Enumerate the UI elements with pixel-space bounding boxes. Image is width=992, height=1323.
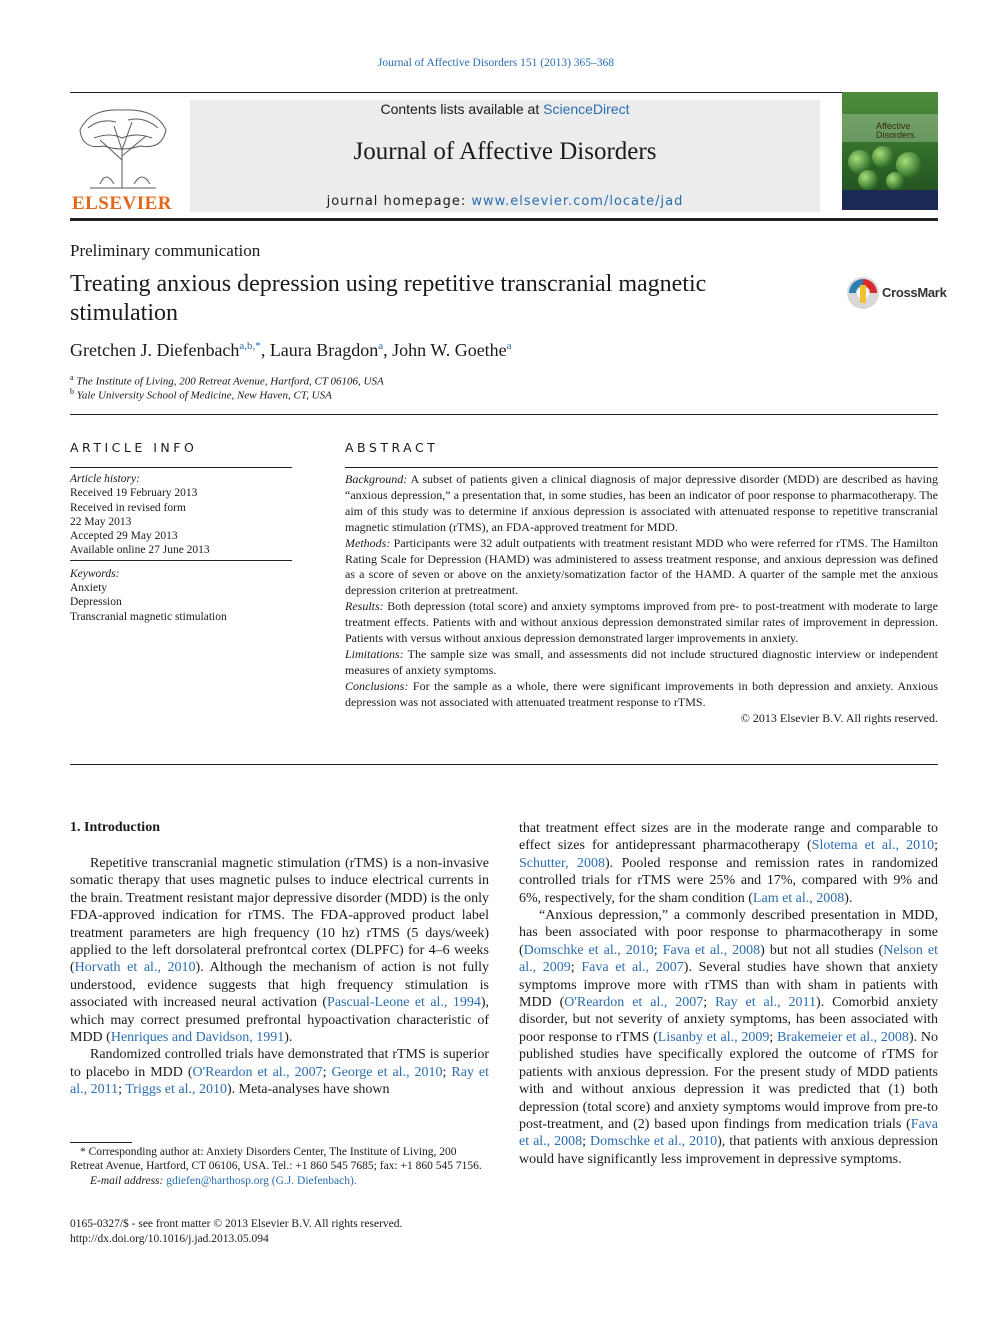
cover-sphere xyxy=(872,146,894,168)
section-heading: 1. Introduction xyxy=(70,820,160,835)
abstract-text: Participants were 32 adult outpatients with treatment resistant MDD who were referred for rTMS. The Hamilton Rating Scale for Depression (HAMD) was administered to assess treatment response, and anxious depression was defined as a score of seven or above on the anxiety/somatization factor of the HAMD. A quarter of the sample met the anxious depression criterion at pretreatment. xyxy=(345,535,939,598)
doi-link[interactable]: http://dx.doi.org/10.1016/j.jad.2013.05.094 xyxy=(70,1233,269,1245)
keywords-label: Keywords: xyxy=(70,567,120,580)
elsevier-wordmark: ELSEVIER xyxy=(71,193,173,214)
email-line xyxy=(70,1174,490,1188)
journal-homepage xyxy=(190,194,820,209)
header-rule xyxy=(70,92,938,93)
affiliation-text: The Institute of Living, 200 Retreat Avenue, Hartford, CT 06106, USA xyxy=(76,375,384,388)
citation-link[interactable]: Nelson et al., 2009 xyxy=(519,942,938,976)
citation-link[interactable]: Triggs et al., 2010 xyxy=(125,1082,228,1098)
abstract-text: Both depression (total score) and anxiety symptoms improved from pre- to post-treatment with moderate to large treatment effects. Patients with and without anxious depression demonstrated similar rates of improvement in depression. Patients with versus without anxious depression demonstrated larger improvements in anxiety. xyxy=(345,599,938,646)
article-type: Preliminary communication xyxy=(70,241,261,260)
cover-footer xyxy=(842,190,938,210)
keyword: Transcranial magnetic stimulation xyxy=(70,610,227,623)
abstract-section xyxy=(345,647,938,679)
affiliation-sup: a xyxy=(70,373,74,382)
author-list: Gretchen J. Diefenbach$^{a,b,*}$, Laura Bragdon$^a$, John W. Goethe$^a$ xyxy=(70,340,512,360)
abstract-label: Results: xyxy=(345,599,384,614)
citation-link[interactable]: Pascual-Leone et al., 1994 xyxy=(327,995,481,1011)
citation-link[interactable]: Horvath et al., 2010 xyxy=(74,960,196,976)
citation-link[interactable]: Brakemeier et al., 2008 xyxy=(777,1029,909,1045)
author-name[interactable]: Gretchen J. Diefenbach xyxy=(70,340,240,360)
history-item: Received 19 February 2013 xyxy=(70,487,198,500)
crossmark-label: CrossMark xyxy=(882,285,947,300)
keyword: Depression xyxy=(70,596,122,609)
homepage-link[interactable]: www.elsevier.com/locate/jad xyxy=(471,194,684,209)
abstract-copyright: © 2013 Elsevier B.V. All rights reserved. xyxy=(740,710,938,725)
citation-link[interactable]: Ray et al., 2011 xyxy=(715,995,817,1011)
abstract-section xyxy=(345,599,938,647)
email-link[interactable]: gdiefen@harthosp.org (G.J. Diefenbach). xyxy=(166,1174,357,1187)
citation-link[interactable]: Lam et al., 2008 xyxy=(752,890,845,906)
affiliation-sup: b xyxy=(70,387,74,396)
citation-link[interactable]: Fava et al., 2007 xyxy=(581,960,684,976)
citation-link[interactable]: Domschke et al., 2010 xyxy=(523,942,654,958)
citation-link[interactable]: O'Reardon et al., 2007 xyxy=(192,1064,323,1080)
author-sup[interactable]: a,b,* xyxy=(239,340,261,352)
citation-link[interactable]: Fava et al., 2008 xyxy=(519,1116,938,1150)
citation-link[interactable]: Schutter, 2008 xyxy=(519,855,606,871)
abstract-label: Conclusions: xyxy=(345,678,409,693)
journal-cover-image xyxy=(842,92,938,210)
paragraph: Repetitive transcranial magnetic stimulation (rTMS) is a non-invasive somatic therapy that uses magnetic pulses to induce electrical currents in the brain. Treatment resistant major depressive disorder (MDD) is the only FDA-approved indication for rTMS. The FDA-approved product label treatment parameters are high frequency (10 hz) rTMS (5 days/week) applied to the left dorsolateral prefrontcal cortex (DLPFC) for 4–6 weeks (Horvath et al., 2010). Although the mechanism of action is not fully understood, evidence suggests that high frequency stimulation is associated with increased neural activation (Pascual-Leone et al., 1994), which may correct presumed prefrontal hypoactivation characteristic of MDD (Henriques and Davidson, 1991). xyxy=(70,856,489,1046)
crossmark-badge[interactable] xyxy=(846,276,947,310)
citation-link[interactable]: Henriques and Davidson, 1991 xyxy=(110,1030,285,1046)
author-sup[interactable]: a xyxy=(506,340,512,352)
contents-prefix: Contents lists available at xyxy=(380,101,544,117)
history-rule xyxy=(70,560,292,561)
masthead-bottom-rule xyxy=(70,218,938,221)
citation-link[interactable]: O'Reardon et al., 2007 xyxy=(564,995,704,1011)
abstract-label: Methods: xyxy=(345,535,391,550)
article-info-rule xyxy=(70,467,292,468)
history-label: Article history: xyxy=(70,473,140,485)
footnote-rule xyxy=(70,1142,132,1143)
paragraph: “Anxious depression,” a commonly described presentation in MDD, has been associated with poor response to pharmacotherapy in some (Domschke et al., 2010; Fava et al., 2008) but not all studies (Nelson et al., 2009; Fava et al., 2007). Several studies have shown that anxiety symptoms improve more with rTMS than with sham in patients with MDD (O'Reardon et al., 2007; Ray et al., 2011). Comorbid anxiety disorder, but not severity of anxiety symptoms, has been associated with poor response to rTMS (Lisanby et al., 2009; Brakemeier et al., 2008). No published studies have specifically explored the outcome of rTMS for patients with anxious depression. For the present study of MDD patients with and without anxious depression it was predicted that (1) both depression (total score) and anxiety symptoms would improve from pre-to post-treatment, and (2) based upon findings from medication trials (Fava et al., 2008; Domschke et al., 2010), that patients with anxious depression would have significantly less improvement in depressive symptoms. xyxy=(519,908,939,1167)
article-info-heading: ARTICLE INFO xyxy=(70,440,198,455)
sciencedirect-link[interactable]: ScienceDirect xyxy=(543,101,630,117)
citation-link[interactable]: George et al., 2010 xyxy=(331,1064,443,1080)
body-column-right xyxy=(519,820,938,1168)
abstract-text: For the sample as a whole, there were significant improvements in both depression and anxiety. Anxious depression was not associated with attenuated treatment response to rTMS. xyxy=(345,678,938,709)
cover-title: Affective Disorders xyxy=(876,121,915,140)
footnote xyxy=(70,1145,490,1188)
paragraph: Randomized controlled trials have demonstrated that rTMS is superior to placebo in MDD (O'Reardon et al., 2007; George et al., 2010; Ray et al., 2011; Triggs et al., 2010). Meta-analyses have shown xyxy=(70,1047,490,1098)
citation-link[interactable]: Domschke et al., 2010 xyxy=(590,1134,718,1150)
homepage-label: journal homepage: xyxy=(326,194,472,209)
abstract-section xyxy=(345,679,938,711)
citation-link[interactable]: Lisanby et al., 2009 xyxy=(657,1029,770,1045)
cover-sphere xyxy=(886,172,904,190)
author-name[interactable]: John W. Goethe xyxy=(392,340,507,360)
abstract-heading: ABSTRACT xyxy=(345,440,439,455)
citation-link[interactable]: Slotema et al., 2010 xyxy=(811,838,935,854)
history-item: Received in revised form xyxy=(70,501,186,514)
cover-sphere xyxy=(858,170,878,190)
journal-citation[interactable]: Journal of Affective Disorders 151 (2013) 365–368 xyxy=(377,57,615,69)
citation-link[interactable]: Fava et al., 2008 xyxy=(662,942,761,958)
article-title: Treating anxious depression using repetitive transcranial magnetic stimulation xyxy=(70,271,707,326)
abstract-section xyxy=(345,536,938,600)
abstract-bottom-rule xyxy=(70,764,938,765)
abstract-section xyxy=(345,472,938,536)
issn-line: 0165-0327/$ - see front matter © 2013 Elsevier B.V. All rights reserved. xyxy=(70,1218,403,1230)
affiliation xyxy=(70,373,384,388)
history-item: Available online 27 June 2013 xyxy=(70,544,210,557)
affiliation-rule xyxy=(70,414,938,415)
history-item: Accepted 29 May 2013 xyxy=(70,530,178,543)
contents-line xyxy=(190,101,820,117)
page-footer xyxy=(70,1217,402,1247)
paragraph: that treatment effect sizes are in the moderate range and comparable to effect sizes for antidepressant pharmacotherapy (Slotema et al., 2010; Schutter, 2008). Pooled response and remission rates in randomized controlled trials for rTMS were 25% and 17%, compared with 9% and 6%, respectively, for the sham condition (Lam et al., 2008). xyxy=(519,821,938,906)
affiliation xyxy=(70,387,332,402)
abstract-text: A subset of patients given a clinical diagnosis of major depressive disorder (MDD) are described as having “anxious depression,” a presentation that, in some studies, has been an indicator of poor response to pharmacotherapy. The aim of this study was to determine if anxious depression is associated with attenuated response to repetitive transcranial magnetic stimulation (rTMS), an FDA-approved treatment for MDD. xyxy=(345,472,938,534)
abstract-text: The sample size was small, and assessments did not include structured diagnostic interview or independent measures of anxiety symptoms. xyxy=(345,646,938,677)
keyword: Anxiety xyxy=(70,582,108,595)
abstract-label: Background: xyxy=(345,472,408,486)
article-info xyxy=(70,472,292,624)
abstract-rule xyxy=(345,467,938,468)
corresponding-author-note: * Corresponding author at: Anxiety Disorders Center, The Institute of Living, 200 Retreat Avenue, Hartford, CT 06106, USA. Tel.: +1 860 545 7685; fax: +1 860 545 7156. xyxy=(70,1146,482,1173)
affiliation-text: Yale University School of Medicine, New Haven, CT, USA xyxy=(76,389,332,402)
crossmark-icon xyxy=(846,276,880,310)
author-sup[interactable]: a xyxy=(378,340,384,352)
abstract-body xyxy=(345,472,938,727)
journal-title: Journal of Affective Disorders xyxy=(353,138,657,165)
citation-link[interactable]: Ray et al., 2011 xyxy=(70,1064,490,1098)
abstract-label: Limitations: xyxy=(345,646,404,661)
body-column-left xyxy=(70,855,489,1099)
author-name[interactable]: Laura Bragdon xyxy=(269,340,379,360)
email-label: E-mail address: xyxy=(90,1174,167,1187)
history-item: 22 May 2013 xyxy=(70,515,132,528)
